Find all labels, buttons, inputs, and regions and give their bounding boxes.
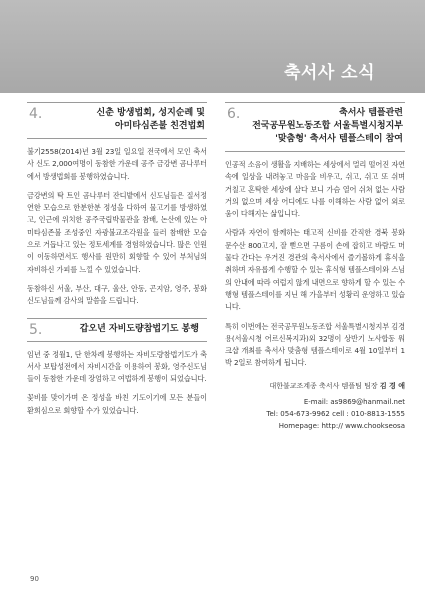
section-title: 갑오년 자비도량참법기도 봉행: [79, 323, 199, 334]
paragraph: 특히 이번에는 전국공무원노동조합 서울특별시청지부 김경용(서울시청 어르신복지과)외 32명이 상반기 노사합동 워크샵 개최를 축서사 맞춤형 템플스테이로 4월 10일부터 1박 2일로 참여하게 됩니다.: [225, 321, 405, 368]
contact-homepage: Homepage: http:// www.chookseosa: [278, 421, 405, 430]
paragraph: 불기2558(2014)년 3월 23일 일요일 전국에서 모인 축서사 신도 2,000여명이 동참한 가운데 공주 금강변 곰나루터에서 방생법회를 봉행하였습니다.: [27, 147, 207, 181]
contact-tel: Tel: 054-673-9962 cell : 010-8813-1555: [266, 409, 405, 418]
contact-name: 김 경 애: [379, 381, 405, 390]
paragraph: 꽃비를 맞이가며 온 정성을 바친 기도이기에 모든 분들이 환희심으로 회향할 수가 있었습니다.: [27, 393, 207, 415]
section-6-heading: [225, 102, 405, 152]
header-banner: [0, 0, 425, 93]
section-5-heading: [27, 318, 207, 342]
page-number: 90: [30, 575, 39, 583]
right-column: [225, 93, 405, 432]
paragraph: 동참하신 서울, 부산, 대구, 울산, 안동, 곤지암, 영주, 봉화신도님들께 감사의 말씀을 드립니다.: [27, 283, 207, 306]
contact-email: E-mail: as9869@hanmail.net: [303, 397, 405, 406]
paragraph: 인공적 소음이 생활을 지배하는 세상에서 멀리 떨어진 자연 속에 일상을 내려놓고 마음을 비우고, 쉬고, 쉬고 또 쉬며 거칠고 혼탁한 세상에 살다 보니 가슴 열어 쉬쳐 없는 사람 거의 없으며 세상 어디에도 나를 이해하는 사람 없어 외로움이 다해지는 삶입니다.: [225, 160, 405, 219]
paragraph: 임년 중 정월1, 단 한차례 봉행하는 자비도량참법기도가 축서사 보탑성전에서 자비시간을 이용하여 봉화, 영주신도님들이 동참한 가운데 장엄하고 여법하게 봉행이 되었습니다.: [27, 349, 207, 384]
section-4-heading: [27, 102, 207, 139]
section-number: 4.: [29, 106, 43, 122]
section-title-line2: 전국공무원노동조합 서울특별시청지부: [252, 121, 403, 131]
page-content: [24, 93, 407, 588]
section-number: 6.: [227, 106, 241, 122]
section-title-line3: '맞춤형' 축서사 템플스테이 참여: [275, 134, 403, 144]
section-title-line1: 신춘 방생법회, 성지순례 및: [96, 108, 205, 118]
contact-role: 대한불교조계종 축서사 템플팀 팀장: [269, 381, 378, 390]
page-title: 축서사 소식: [283, 63, 375, 83]
paragraph: 금강변의 탁 트인 곰나루터 잔디밭에서 신도님들은 질서정연한 모습으로 한분한분 정성을 다하여 물고기를 방생하였고, 인근에 위치한 공주국립박물관을 참배, 논산에 있는 아미타심존불 조성중인 자광불교조각원을 들러 참배한 모습으로 거듭나고 있는 정토세계를 경험하였습니다. 많은 인원이 이동하면서도 행사를 원만히 회향할 수 있어 부처님의 자비하신 가피를 느낄 수 있었습니다.: [27, 190, 207, 274]
contact-name-line: [225, 380, 405, 392]
paragraph: 사람과 자연이 함께하는 태고적 신비를 간직한 경북 봉화 문수산 800고지, 잘 뻗으면 구름이 손에 잡히고 바람도 머물다 간다는 우거진 경관의 축서사에서 즐기볼하게 휴식을 취하며 자유롭게 수행할 수 있는 휴식형 템플스테이와 스님의 안내에 따라 여럽지 않게 내면으로 향하게 할 수 있는 수행형 템플스테이를 지닌 해 가을부터 성황리 운영하고 있습니다.: [225, 228, 405, 312]
left-column: [27, 93, 207, 417]
section-number: 5.: [29, 321, 43, 338]
contact-block: [225, 380, 405, 432]
section-title-line2: 아미타심존불 친견법회: [114, 121, 205, 131]
section-title-line1: 축서사 템플관련: [339, 108, 403, 118]
